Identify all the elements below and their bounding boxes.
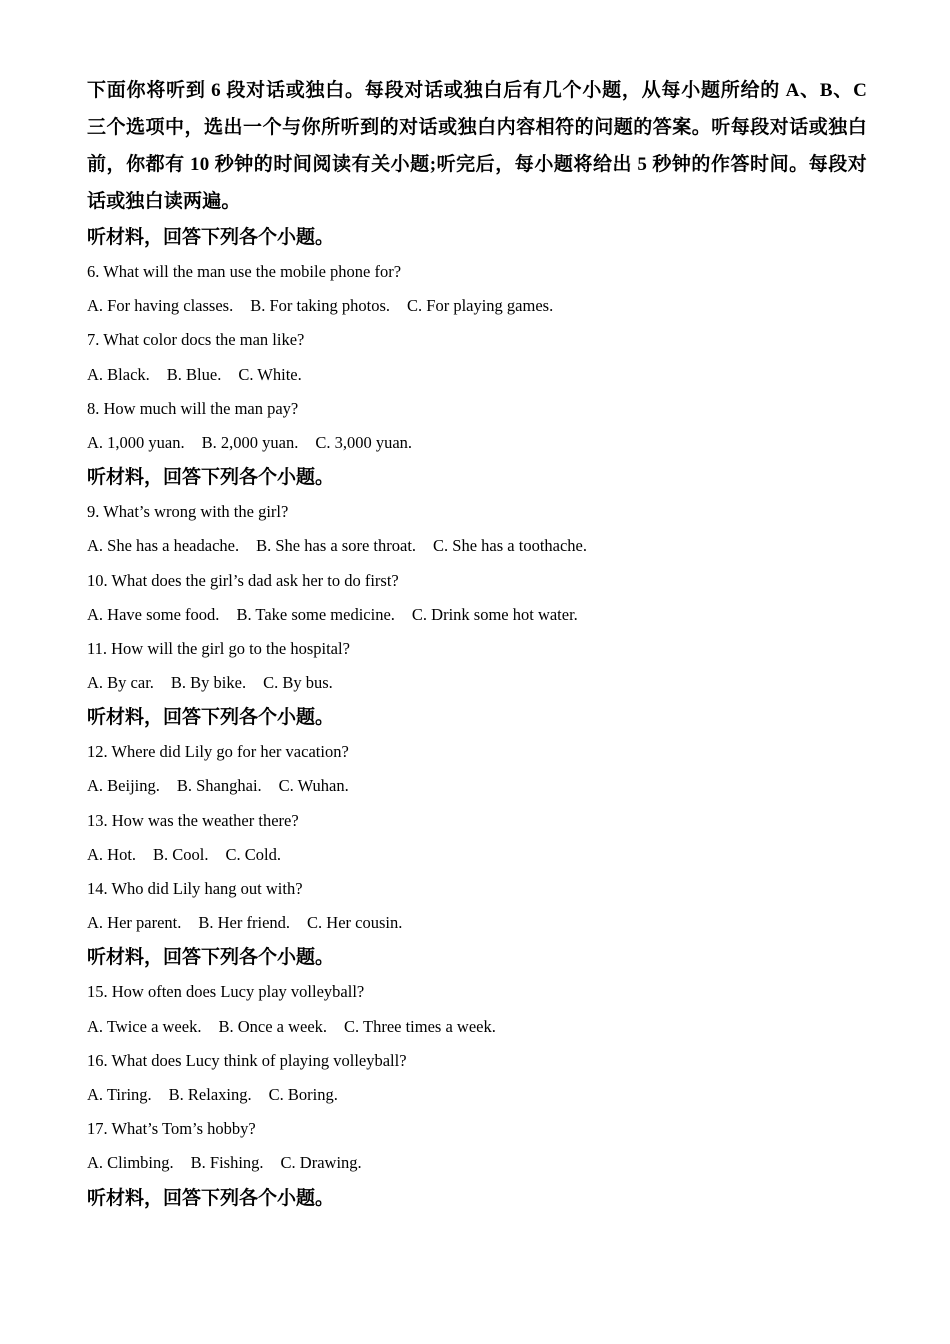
answer-option: A. Hot. <box>87 844 137 864</box>
answer-option: C. White. <box>238 364 302 384</box>
answer-options <box>87 838 867 872</box>
answer-option: C. By bus. <box>263 673 333 693</box>
answer-options <box>87 906 867 940</box>
answer-options <box>87 529 867 563</box>
question-text: 13. How was the weather there? <box>87 810 299 830</box>
listening-section <box>87 460 867 700</box>
question-text: 12. Where did Lily go for her vacation? <box>87 742 349 762</box>
answer-option: B. Blue. <box>166 364 222 384</box>
answer-option: A. Twice a week. <box>87 1016 202 1036</box>
answer-option: C. Three times a week. <box>344 1016 496 1036</box>
answer-option: A. 1,000 yuan. <box>87 432 185 452</box>
answer-options <box>87 426 867 460</box>
answer-option: A. Her parent. <box>87 913 182 933</box>
answer-option: A. Black. <box>87 364 150 384</box>
answer-options <box>87 1146 867 1180</box>
answer-options <box>87 598 867 632</box>
answer-options <box>87 358 867 392</box>
answer-option: C. 3,000 yuan. <box>315 432 413 452</box>
answer-option: B. 2,000 yuan. <box>201 432 299 452</box>
answer-option: B. For taking photos. <box>250 296 391 316</box>
answer-option: A. For having classes. <box>87 296 234 316</box>
section-heading: 听材料，回答下列各个小题。 <box>87 227 335 248</box>
answer-options <box>87 1078 867 1112</box>
answer-option: B. Shanghai. <box>176 776 262 796</box>
answer-option: A. Have some food. <box>87 604 220 624</box>
answer-option: B. By bike. <box>170 673 247 693</box>
question-text: 10. What does the girl’s dad ask her to do first? <box>87 570 399 590</box>
question-text: 17. What’s Tom’s hobby? <box>87 1119 256 1139</box>
question-text: 11. How will the girl go to the hospital? <box>87 638 350 658</box>
listening-section <box>87 700 867 940</box>
question-text: 8. How much will the man pay? <box>87 398 299 418</box>
instructions-paragraph: 下面你将听到 6 段对话或独白。每段对话或独白后有几个小题，从每小题所给的 A、B、C 三个选项中，选出一个与你所听到的对话或独白内容相符的问题的答案。听每段对话或独白前，你都有 10 秒钟的时间阅读有关小题;听完后，每小题将给出 5 秒钟的作答时间。每段对话或独白读两遍。 <box>87 80 867 212</box>
answer-option: A. Climbing. <box>87 1153 174 1173</box>
section-heading: 听材料，回答下列各个小题。 <box>87 707 335 729</box>
answer-option: C. Her cousin. <box>307 913 403 933</box>
answer-option: C. For playing games. <box>407 296 554 316</box>
question-text: 15. How often does Lucy play volleyball? <box>87 982 365 1002</box>
answer-options <box>87 1010 867 1044</box>
document-page <box>87 72 867 1216</box>
answer-option: C. Cold. <box>225 844 282 864</box>
answer-option: B. Relaxing. <box>168 1084 252 1104</box>
answer-option: B. She has a sore throat. <box>256 536 417 556</box>
question-sections <box>87 220 867 1216</box>
section-heading: 听材料，回答下列各个小题。 <box>87 1187 335 1209</box>
section-heading: 听材料，回答下列各个小题。 <box>87 467 335 489</box>
question-text: 6. What will the man use the mobile phone for? <box>87 262 402 281</box>
listening-section <box>87 220 867 460</box>
listening-section <box>87 940 867 1180</box>
section-heading: 听材料，回答下列各个小题。 <box>87 947 335 969</box>
answer-option: A. By car. <box>87 673 154 693</box>
answer-option: C. She has a toothache. <box>433 536 588 556</box>
listening-section <box>87 1181 867 1216</box>
answer-option: C. Drink some hot water. <box>411 604 578 624</box>
answer-options <box>87 769 867 803</box>
question-text: 7. What color docs the man like? <box>87 330 305 350</box>
question-text: 14. Who did Lily hang out with? <box>87 879 303 898</box>
answer-option: C. Wuhan. <box>278 776 349 796</box>
answer-option: B. Once a week. <box>218 1016 328 1036</box>
answer-option: C. Drawing. <box>280 1153 362 1173</box>
question-text: 9. What’s wrong with the girl? <box>87 502 289 522</box>
answer-option: B. Her friend. <box>198 913 291 933</box>
answer-option: B. Take some medicine. <box>236 604 395 624</box>
answer-option: A. She has a headache. <box>87 536 240 556</box>
answer-option: A. Tiring. <box>87 1084 152 1104</box>
answer-options <box>87 289 867 323</box>
answer-options <box>87 666 867 700</box>
answer-option: A. Beijing. <box>87 776 160 796</box>
answer-option: B. Cool. <box>153 844 209 864</box>
question-text: 16. What does Lucy think of playing volleyball? <box>87 1050 407 1070</box>
answer-option: B. Fishing. <box>190 1153 264 1173</box>
answer-option: C. Boring. <box>268 1084 338 1104</box>
